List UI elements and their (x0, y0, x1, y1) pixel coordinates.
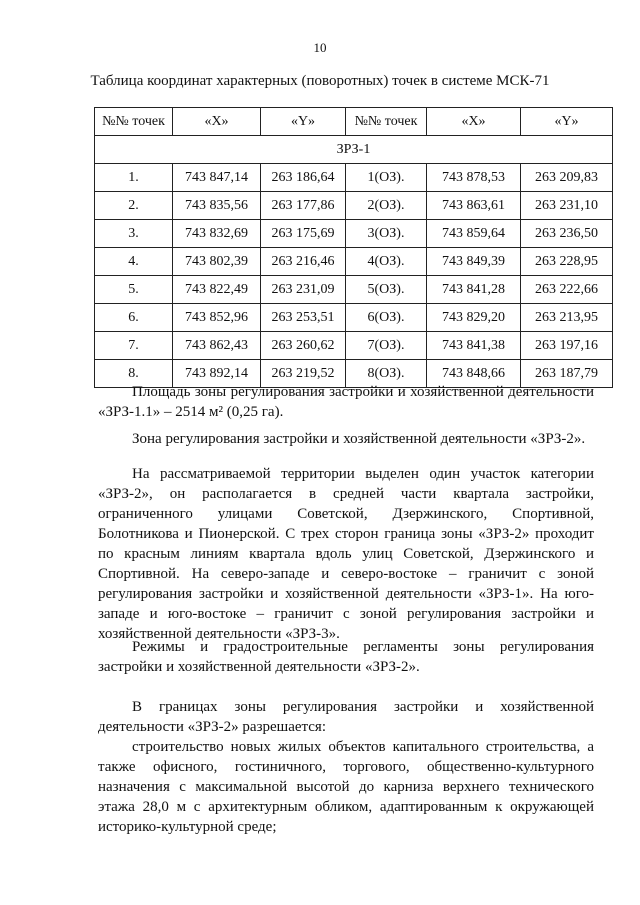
table-cell: 3. (95, 220, 173, 248)
table-cell: 263 236,50 (521, 220, 613, 248)
table-cell: 743 832,69 (173, 220, 261, 248)
table-row (95, 304, 613, 332)
table-header-row (95, 108, 613, 136)
table-cell: 263 219,52 (261, 360, 346, 388)
table-cell: 263 231,09 (261, 276, 346, 304)
zone2-description-text: На рассматриваемой территории выделен один участок категории «ЗРЗ-2», он располагается в средней части квартала застройки, ограниченного улицами Советской, Дзержинского, Спортивной, Болотникова и Пионерской. С трех сторон граница зоны «ЗРЗ-2» проходит по красным линиям квартала вдоль улиц Советской, Дзержинского и Спортивной. На северо-западе и северо-востоке – граничит с зоной регулирования застройки и хозяйственной деятельности «ЗРЗ-1». На юго-западе и юго-востоке – граничит с зоной регулирования застройки и хозяйственной деятельности «ЗРЗ-3». (98, 466, 594, 642)
table-cell: 263 213,95 (521, 304, 613, 332)
table-cell: 263 186,64 (261, 164, 346, 192)
table-cell: 743 835,56 (173, 192, 261, 220)
zone2-description (98, 464, 594, 644)
table-cell: 263 253,51 (261, 304, 346, 332)
table-row (95, 192, 613, 220)
area-paragraph (98, 382, 594, 422)
table-cell: 1. (95, 164, 173, 192)
table-row (95, 248, 613, 276)
table-row (95, 220, 613, 248)
header-y: «Y» (261, 108, 346, 136)
permitted-intro-text: В границах зоны регулирования застройки и хозяйственной деятельности «ЗРЗ-2» разрешается: (98, 699, 594, 735)
permitted-item-1-text: строительство новых жилых объектов капитального строительства, а также офисного, гостиничного, торгового, общественно-культурного назначения с максимальной высотой до карниза верхнего технического этажа 28,0 м с архитектурным обликом, адаптированным к окружающей историко-культурной среде; (98, 739, 594, 835)
header-y-oz: «Y» (521, 108, 613, 136)
table-cell: 3(ОЗ). (346, 220, 427, 248)
table-cell: 2(ОЗ). (346, 192, 427, 220)
table-cell: 4. (95, 248, 173, 276)
zone-label: ЗРЗ-1 (95, 136, 613, 164)
table-cell: 263 175,69 (261, 220, 346, 248)
header-x-oz: «X» (427, 108, 521, 136)
permitted-item-1 (98, 737, 594, 837)
table-cell: 743 859,64 (427, 220, 521, 248)
zone2-heading (98, 429, 594, 449)
table-cell: 8. (95, 360, 173, 388)
table-cell: 263 216,46 (261, 248, 346, 276)
table-cell: 743 841,38 (427, 332, 521, 360)
regimes-text: Режимы и градостроительные регламенты зоны регулирования застройки и хозяйственной деятельности «ЗРЗ-2». (98, 639, 594, 675)
table-cell: 743 829,20 (427, 304, 521, 332)
table-cell: 743 862,43 (173, 332, 261, 360)
table-cell: 743 847,14 (173, 164, 261, 192)
table-row (95, 164, 613, 192)
table-cell: 263 209,83 (521, 164, 613, 192)
table-cell: 1(ОЗ). (346, 164, 427, 192)
area-text: Площадь зоны регулирования застройки и хозяйственной деятельности «ЗРЗ-1.1» – 2514 м² (0,25 га). (98, 384, 594, 420)
table-cell: 8(ОЗ). (346, 360, 427, 388)
table-cell: 743 822,49 (173, 276, 261, 304)
table-cell: 263 260,62 (261, 332, 346, 360)
header-point-number: №№ точек (95, 108, 173, 136)
table-cell: 6(ОЗ). (346, 304, 427, 332)
table-cell: 263 177,86 (261, 192, 346, 220)
table-cell: 743 878,53 (427, 164, 521, 192)
table-cell: 743 848,66 (427, 360, 521, 388)
table-cell: 6. (95, 304, 173, 332)
zone-label-row (95, 136, 613, 164)
table-row (95, 332, 613, 360)
coordinates-table (94, 107, 613, 388)
page-number: 10 (313, 40, 327, 55)
table-row (95, 276, 613, 304)
table-cell: 263 197,16 (521, 332, 613, 360)
header-x: «X» (173, 108, 261, 136)
table-cell: 743 852,96 (173, 304, 261, 332)
table-cell: 7. (95, 332, 173, 360)
table-cell: 4(ОЗ). (346, 248, 427, 276)
table-cell: 263 231,10 (521, 192, 613, 220)
table-cell: 743 841,28 (427, 276, 521, 304)
regimes-paragraph (98, 637, 594, 677)
table-title: Таблица координат характерных (поворотных) точек в системе МСК-71 (90, 73, 550, 89)
table-cell: 263 228,95 (521, 248, 613, 276)
table-cell: 263 222,66 (521, 276, 613, 304)
header-point-number-oz: №№ точек (346, 108, 427, 136)
table-cell: 263 187,79 (521, 360, 613, 388)
permitted-intro (98, 697, 594, 737)
table-cell: 743 892,14 (173, 360, 261, 388)
zone2-heading-text: Зона регулирования застройки и хозяйственной деятельности «ЗРЗ-2». (132, 431, 586, 447)
table-cell: 743 849,39 (427, 248, 521, 276)
table-cell: 5(ОЗ). (346, 276, 427, 304)
table-cell: 2. (95, 192, 173, 220)
table-cell: 743 863,61 (427, 192, 521, 220)
table-cell: 743 802,39 (173, 248, 261, 276)
table-cell: 7(ОЗ). (346, 332, 427, 360)
table-cell: 5. (95, 276, 173, 304)
